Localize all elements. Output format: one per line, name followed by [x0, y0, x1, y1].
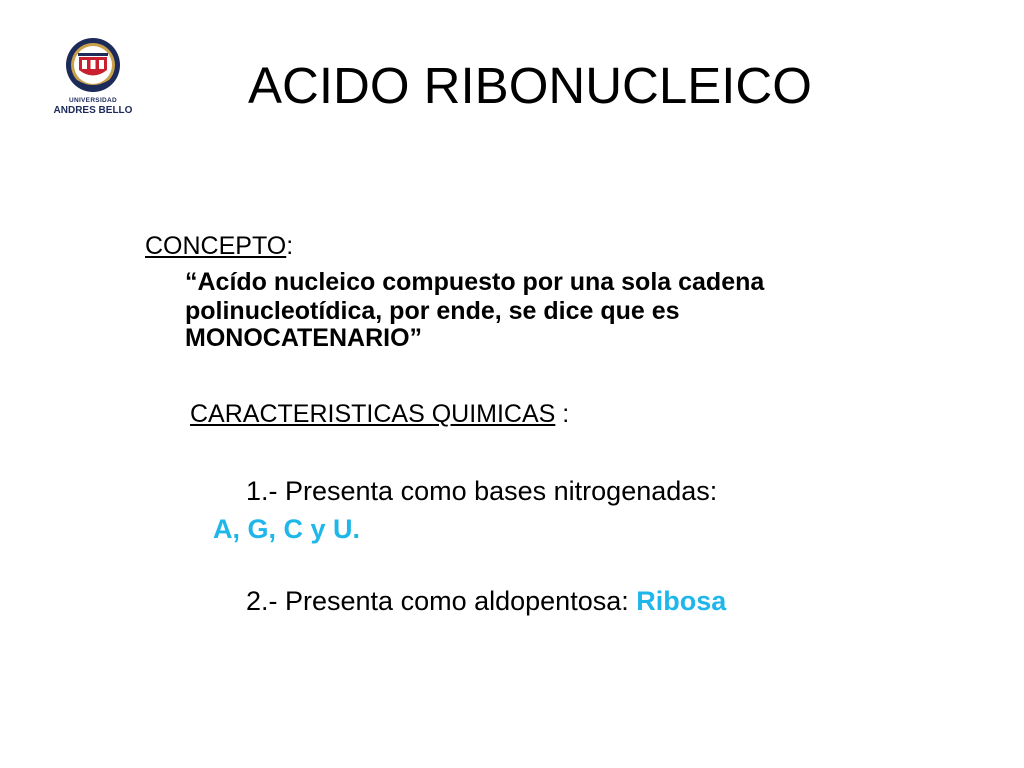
concept-quote-line-2: polinucleotídica, por ende, se dice que es [185, 297, 680, 325]
concept-colon: : [286, 232, 294, 260]
characteristics-suffix: : [555, 400, 570, 428]
concept-heading [145, 232, 293, 261]
characteristic-item-2-text: 2.- Presenta como aldopentosa: [246, 586, 637, 616]
nitrogenous-bases: A, G, C y U. [213, 514, 361, 544]
sugar-name: Ribosa [636, 586, 727, 616]
characteristic-item-2 [246, 586, 726, 617]
university-seal-icon [64, 36, 122, 96]
university-logo [48, 36, 138, 120]
characteristic-item-1: 1.- Presenta como bases nitrogenadas: [246, 476, 718, 506]
concept-label: CONCEPTO [145, 232, 287, 260]
logo-line-university: UNIVERSIDAD [68, 97, 118, 104]
concept-quote-line-1: “Acído nucleico compuesto por una sola cadena [185, 268, 765, 296]
characteristics-label: CARACTERISTICAS QUIMICAS [190, 400, 556, 428]
characteristics-heading [190, 400, 569, 429]
logo-line-andres-bello: ANDRES BELLO [53, 105, 133, 116]
concept-quote-line-3: MONOCATENARIO” [185, 324, 423, 352]
slide-title: ACIDO RIBONUCLEICO [248, 57, 812, 114]
